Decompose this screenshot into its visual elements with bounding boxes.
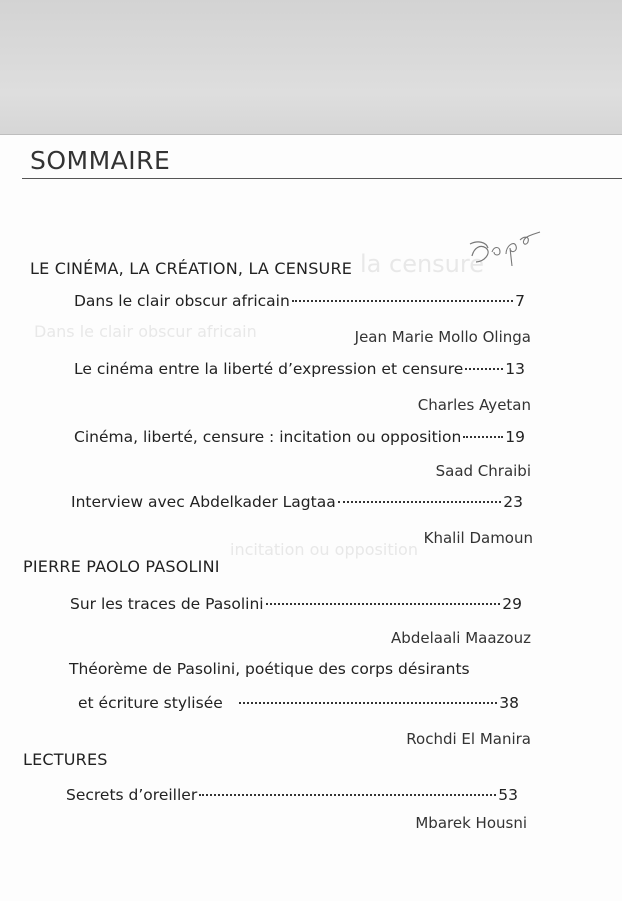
entry-title-line1: Théorème de Pasolini, poétique des corps désirants (69, 660, 470, 678)
entry-title: Sur les traces de Pasolini (70, 595, 264, 613)
header-rule (22, 178, 622, 179)
section-title: LE CINÉMA, LA CRÉATION, LA CENSURE (30, 259, 353, 278)
section-title: LECTURES (23, 750, 108, 769)
entry-title: Secrets d’oreiller (66, 786, 198, 804)
section-title: PIERRE PAOLO PASOLINI (23, 557, 220, 576)
entry-title: Interview avec Abdelkader Lagtaa (71, 493, 336, 511)
entry-author: Saad Chraibi (435, 462, 531, 480)
entry-author: Rochdi El Manira (406, 730, 531, 748)
entry-page: 53 (498, 786, 518, 804)
handwritten-signature (466, 226, 546, 276)
dot-leader (266, 603, 501, 605)
scanner-margin (0, 0, 622, 134)
dot-leader (199, 794, 496, 796)
entry-page: 7 (515, 292, 525, 310)
toc-entry (71, 493, 523, 511)
dot-leader (239, 702, 498, 704)
toc-entry (78, 694, 519, 712)
show-through-text-3: incitation ou opposition (230, 540, 418, 559)
show-through-text: la censure (360, 250, 484, 278)
toc-entry (74, 428, 525, 446)
dot-leader (465, 368, 503, 370)
show-through-text-2: Dans le clair obscur africain (34, 322, 257, 341)
dot-leader (292, 300, 513, 302)
entry-title: Dans le clair obscur africain (74, 292, 290, 310)
entry-page: 23 (503, 493, 523, 511)
entry-author: Charles Ayetan (417, 396, 531, 414)
entry-title: Cinéma, liberté, censure : incitation ou opposition (74, 428, 462, 446)
toc-entry (74, 292, 525, 310)
entry-page: 29 (502, 595, 522, 613)
entry-page: 13 (505, 360, 525, 378)
entry-title: Le cinéma entre la liberté d’expression et censure (74, 360, 464, 378)
page-title: SOMMAIRE (30, 146, 171, 175)
entry-author: Khalil Damoun (423, 529, 533, 547)
entry-page: 38 (499, 694, 519, 712)
entry-page: 19 (505, 428, 525, 446)
entry-title-line2: et écriture stylisée (78, 694, 223, 712)
entry-author: Abdelaali Maazouz (391, 629, 531, 647)
toc-entry (70, 595, 522, 613)
toc-entry (74, 360, 525, 378)
entry-author: Mbarek Housni (415, 814, 527, 832)
dot-leader (338, 501, 502, 503)
toc-entry (66, 786, 518, 804)
entry-author: Jean Marie Mollo Olinga (354, 328, 531, 346)
dot-leader (463, 436, 503, 438)
